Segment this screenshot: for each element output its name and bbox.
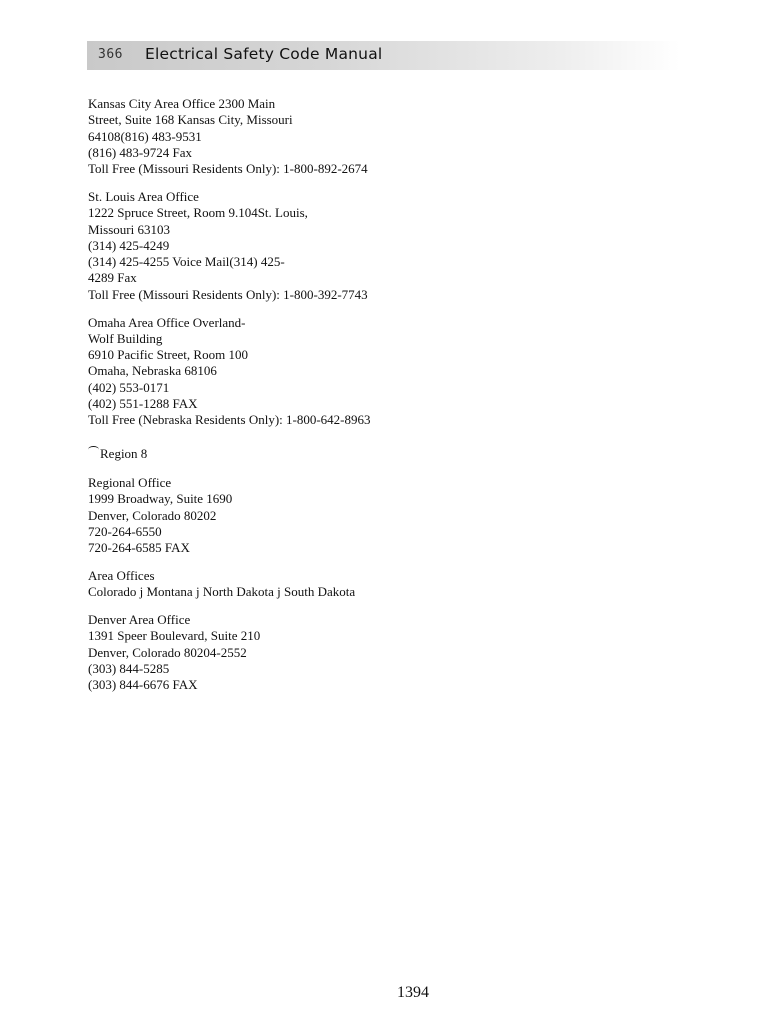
fax-line: (402) 551-1288 FAX bbox=[88, 396, 198, 412]
omaha-office-block bbox=[88, 315, 708, 429]
book-title: Electrical Safety Code Manual bbox=[145, 45, 383, 63]
office-name: St. Louis Area Office bbox=[88, 188, 199, 204]
denver-office-block bbox=[88, 612, 708, 693]
address-line: 1222 Spruce Street, Room 9.104St. Louis, bbox=[88, 205, 308, 221]
fax-line: (303) 844-6676 FAX bbox=[88, 677, 198, 693]
arc-icon bbox=[88, 446, 99, 453]
address-line: 6910 Pacific Street, Room 100 bbox=[88, 347, 248, 363]
running-header bbox=[87, 41, 680, 70]
office-name: Regional Office bbox=[88, 474, 172, 490]
phone-line: (402) 553-0171 bbox=[88, 379, 170, 395]
address-line: Missouri 63103 bbox=[88, 221, 170, 237]
address-line: Street, Suite 168 Kansas City, Missouri bbox=[88, 112, 293, 128]
header-page-number: 366 bbox=[98, 47, 123, 62]
toll-free-line: Toll Free (Nebraska Residents Only): 1-800-642-8963 bbox=[88, 412, 371, 428]
phone-line: 720-264-6550 bbox=[88, 523, 162, 539]
footer-page-number: 1394 bbox=[397, 984, 429, 1001]
region-label: Region 8 bbox=[100, 445, 148, 461]
phone-line: (303) 844-5285 bbox=[88, 660, 170, 676]
address-line: 64108(816) 483-9531 bbox=[88, 128, 202, 144]
fax-line: 720-264-6585 FAX bbox=[88, 540, 190, 556]
toll-free-line: Toll Free (Missouri Residents Only): 1-800-392-7743 bbox=[88, 286, 368, 302]
office-listing bbox=[88, 96, 708, 705]
address-line: 1999 Broadway, Suite 1690 bbox=[88, 491, 233, 507]
address-line: Denver, Colorado 80202 bbox=[88, 507, 217, 523]
address-line: Omaha, Nebraska 68106 bbox=[88, 363, 217, 379]
office-name: Omaha Area Office Overland- bbox=[88, 314, 246, 330]
kansas-city-office-block bbox=[88, 96, 708, 177]
region-heading bbox=[88, 446, 708, 462]
address-line: Denver, Colorado 80204-2552 bbox=[88, 644, 247, 660]
address-line: 1391 Speer Boulevard, Suite 210 bbox=[88, 628, 261, 644]
phone-line: (314) 425-4249 bbox=[88, 237, 170, 253]
states-list: Colorado j Montana j North Dakota j South Dakota bbox=[88, 584, 356, 600]
address-line: Kansas City Area Office 2300 Main bbox=[88, 96, 276, 111]
regional-office-block bbox=[88, 475, 708, 556]
fax-line: 4289 Fax bbox=[88, 270, 137, 286]
voice-mail-line: (314) 425-4255 Voice Mail(314) 425- bbox=[88, 254, 285, 270]
office-name: Denver Area Office bbox=[88, 612, 191, 628]
st-louis-office-block bbox=[88, 189, 708, 303]
section-label: Area Offices bbox=[88, 567, 155, 583]
toll-free-line: Toll Free (Missouri Residents Only): 1-800-892-2674 bbox=[88, 161, 368, 177]
area-offices-block bbox=[88, 568, 708, 601]
building-name: Wolf Building bbox=[88, 330, 163, 346]
fax-line: (816) 483-9724 Fax bbox=[88, 144, 192, 160]
